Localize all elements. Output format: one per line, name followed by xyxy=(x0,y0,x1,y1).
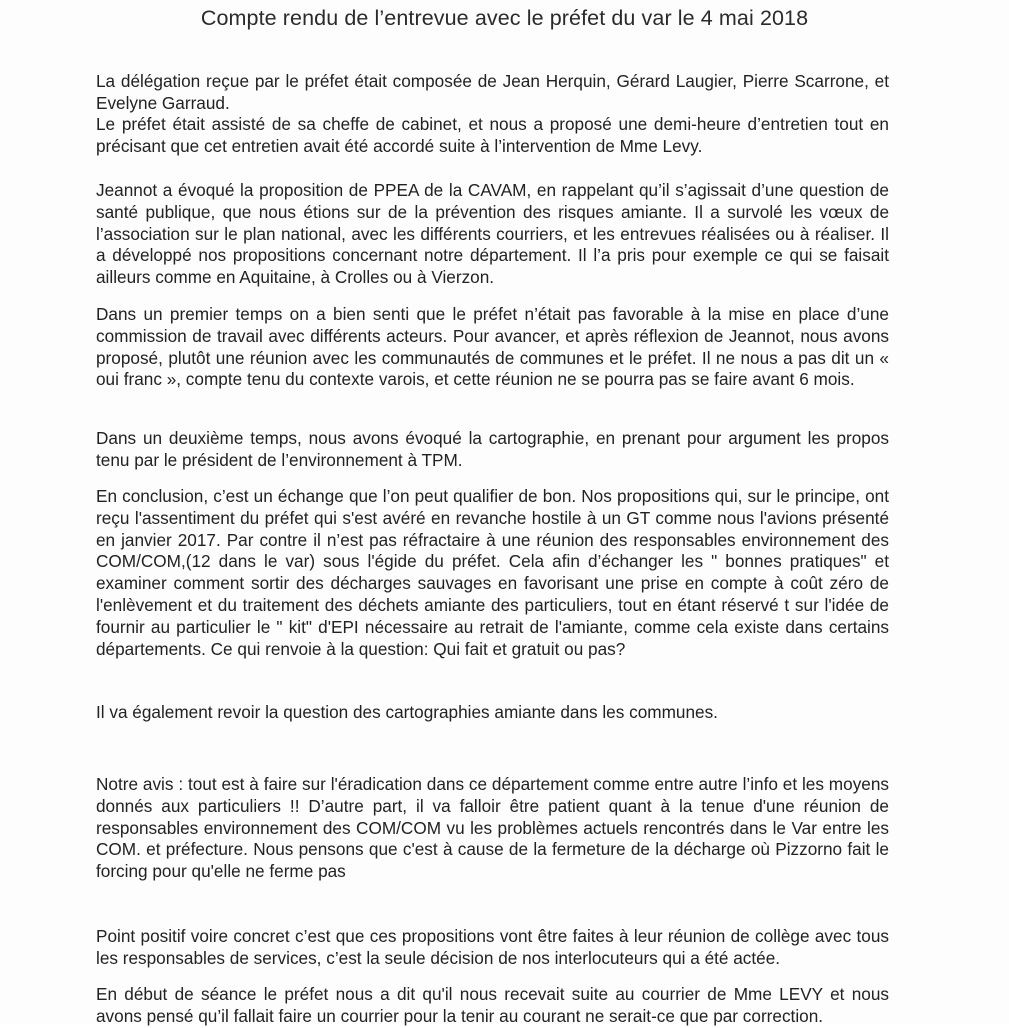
paragraph-conclusion: En conclusion, c’est un échange que l’on peut qualifier de bon. Nos propositions qui, sur le principe, ont reçu l'assentiment du préfet qui s'est avéré en revanche hostile à un GT comme nous l'avions présenté en janvier 2017. Par contre il n’est pas réfractaire à une réunion des responsables environnement des COM/COM,(12 dans le var) sous l'égide du préfet. Cela afin d’échanger les " bonnes pratiques" et examiner comment sortir des décharges sauvages en favorisant une prise en compte à coût zéro de l'enlèvement et du traitement des déchets amiante des particuliers, tout en étant réservé t sur l'idée de fournir au particulier le " kit" d'EPI nécessaire au retrait de l'amiante, comme cela existe dans certains départements. Ce qui renvoie à la question: Qui fait et gratuit ou pas? xyxy=(96,486,889,659)
paragraph-deuxieme-temps: Dans un deuxième temps, nous avons évoqué la cartographie, en prenant pour argument les propos tenu par le président de l’environnement à TPM. xyxy=(96,428,889,470)
paragraph-prefet-assiste: Le préfet était assisté de sa cheffe de cabinet, et nous a proposé une demi-heure d’entretien tout en précisant que cet entretien avait été accordé suite à l’intervention de Mme Levy. xyxy=(96,114,889,156)
paragraph-debut-seance: En début de séance le préfet nous a dit qu'il nous recevait suite au courrier de Mme LEVY et nous avons pensé qu’il fallait faire un courrier pour la tenir au courant ne serait-ce que par correction. xyxy=(96,984,889,1026)
paragraph-delegation: La délégation reçue par le préfet était composée de Jean Herquin, Gérard Laugier, Pierre Scarrone, et Evelyne Garraud. xyxy=(96,71,889,113)
paragraph-point-positif: Point positif voire concret c’est que ces propositions vont être faites à leur réunion de collège avec tous les responsables de services, c’est la seule décision de nos interlocuteurs qui a été actée. xyxy=(96,926,889,968)
paragraph-notre-avis: Notre avis : tout est à faire sur l'éradication dans ce département comme entre autre l’info et les moyens donnés aux particuliers !! D’autre part, il va falloir être patient quant à la tenue d'une réunion de responsables environnement des COM/COM vu les problèmes actuels rencontrés dans le Var entre les COM. et préfecture. Nous pensons que c'est à cause de la fermeture de la décharge où Pizzorno fait le forcing pour qu'elle ne ferme pas xyxy=(96,774,889,882)
document-title: Compte rendu de l’entrevue avec le préfet du var le 4 mai 2018 xyxy=(200,6,809,30)
paragraph-jeannot: Jeannot a évoqué la proposition de PPEA de la CAVAM, en rappelant qu’il s’agissait d’une question de santé publique, que nous étions sur de la prévention des risques amiante. Il a survolé les vœux de l’association sur le plan national, avec les différents courriers, et les entrevues réalisées ou à réaliser. Il a développé nos propositions concernant notre département. Il l’a pris pour exemple ce qui se faisait ailleurs comme en Aquitaine, à Crolles ou à Vierzon. xyxy=(96,180,889,288)
paragraph-cartographies: Il va également revoir la question des cartographies amiante dans les communes. xyxy=(96,702,718,722)
paragraph-premier-temps: Dans un premier temps on a bien senti que le préfet n’était pas favorable à la mise en place d’une commission de travail avec différents acteurs. Pour avancer, et après réflexion de Jeannot, nous avons proposé, plutôt une réunion avec les communautés de communes et le préfet. Il ne nous a pas dit un « oui franc », compte tenu du contexte varois, et cette réunion ne se pourra pas se faire avant 6 mois. xyxy=(96,304,889,390)
